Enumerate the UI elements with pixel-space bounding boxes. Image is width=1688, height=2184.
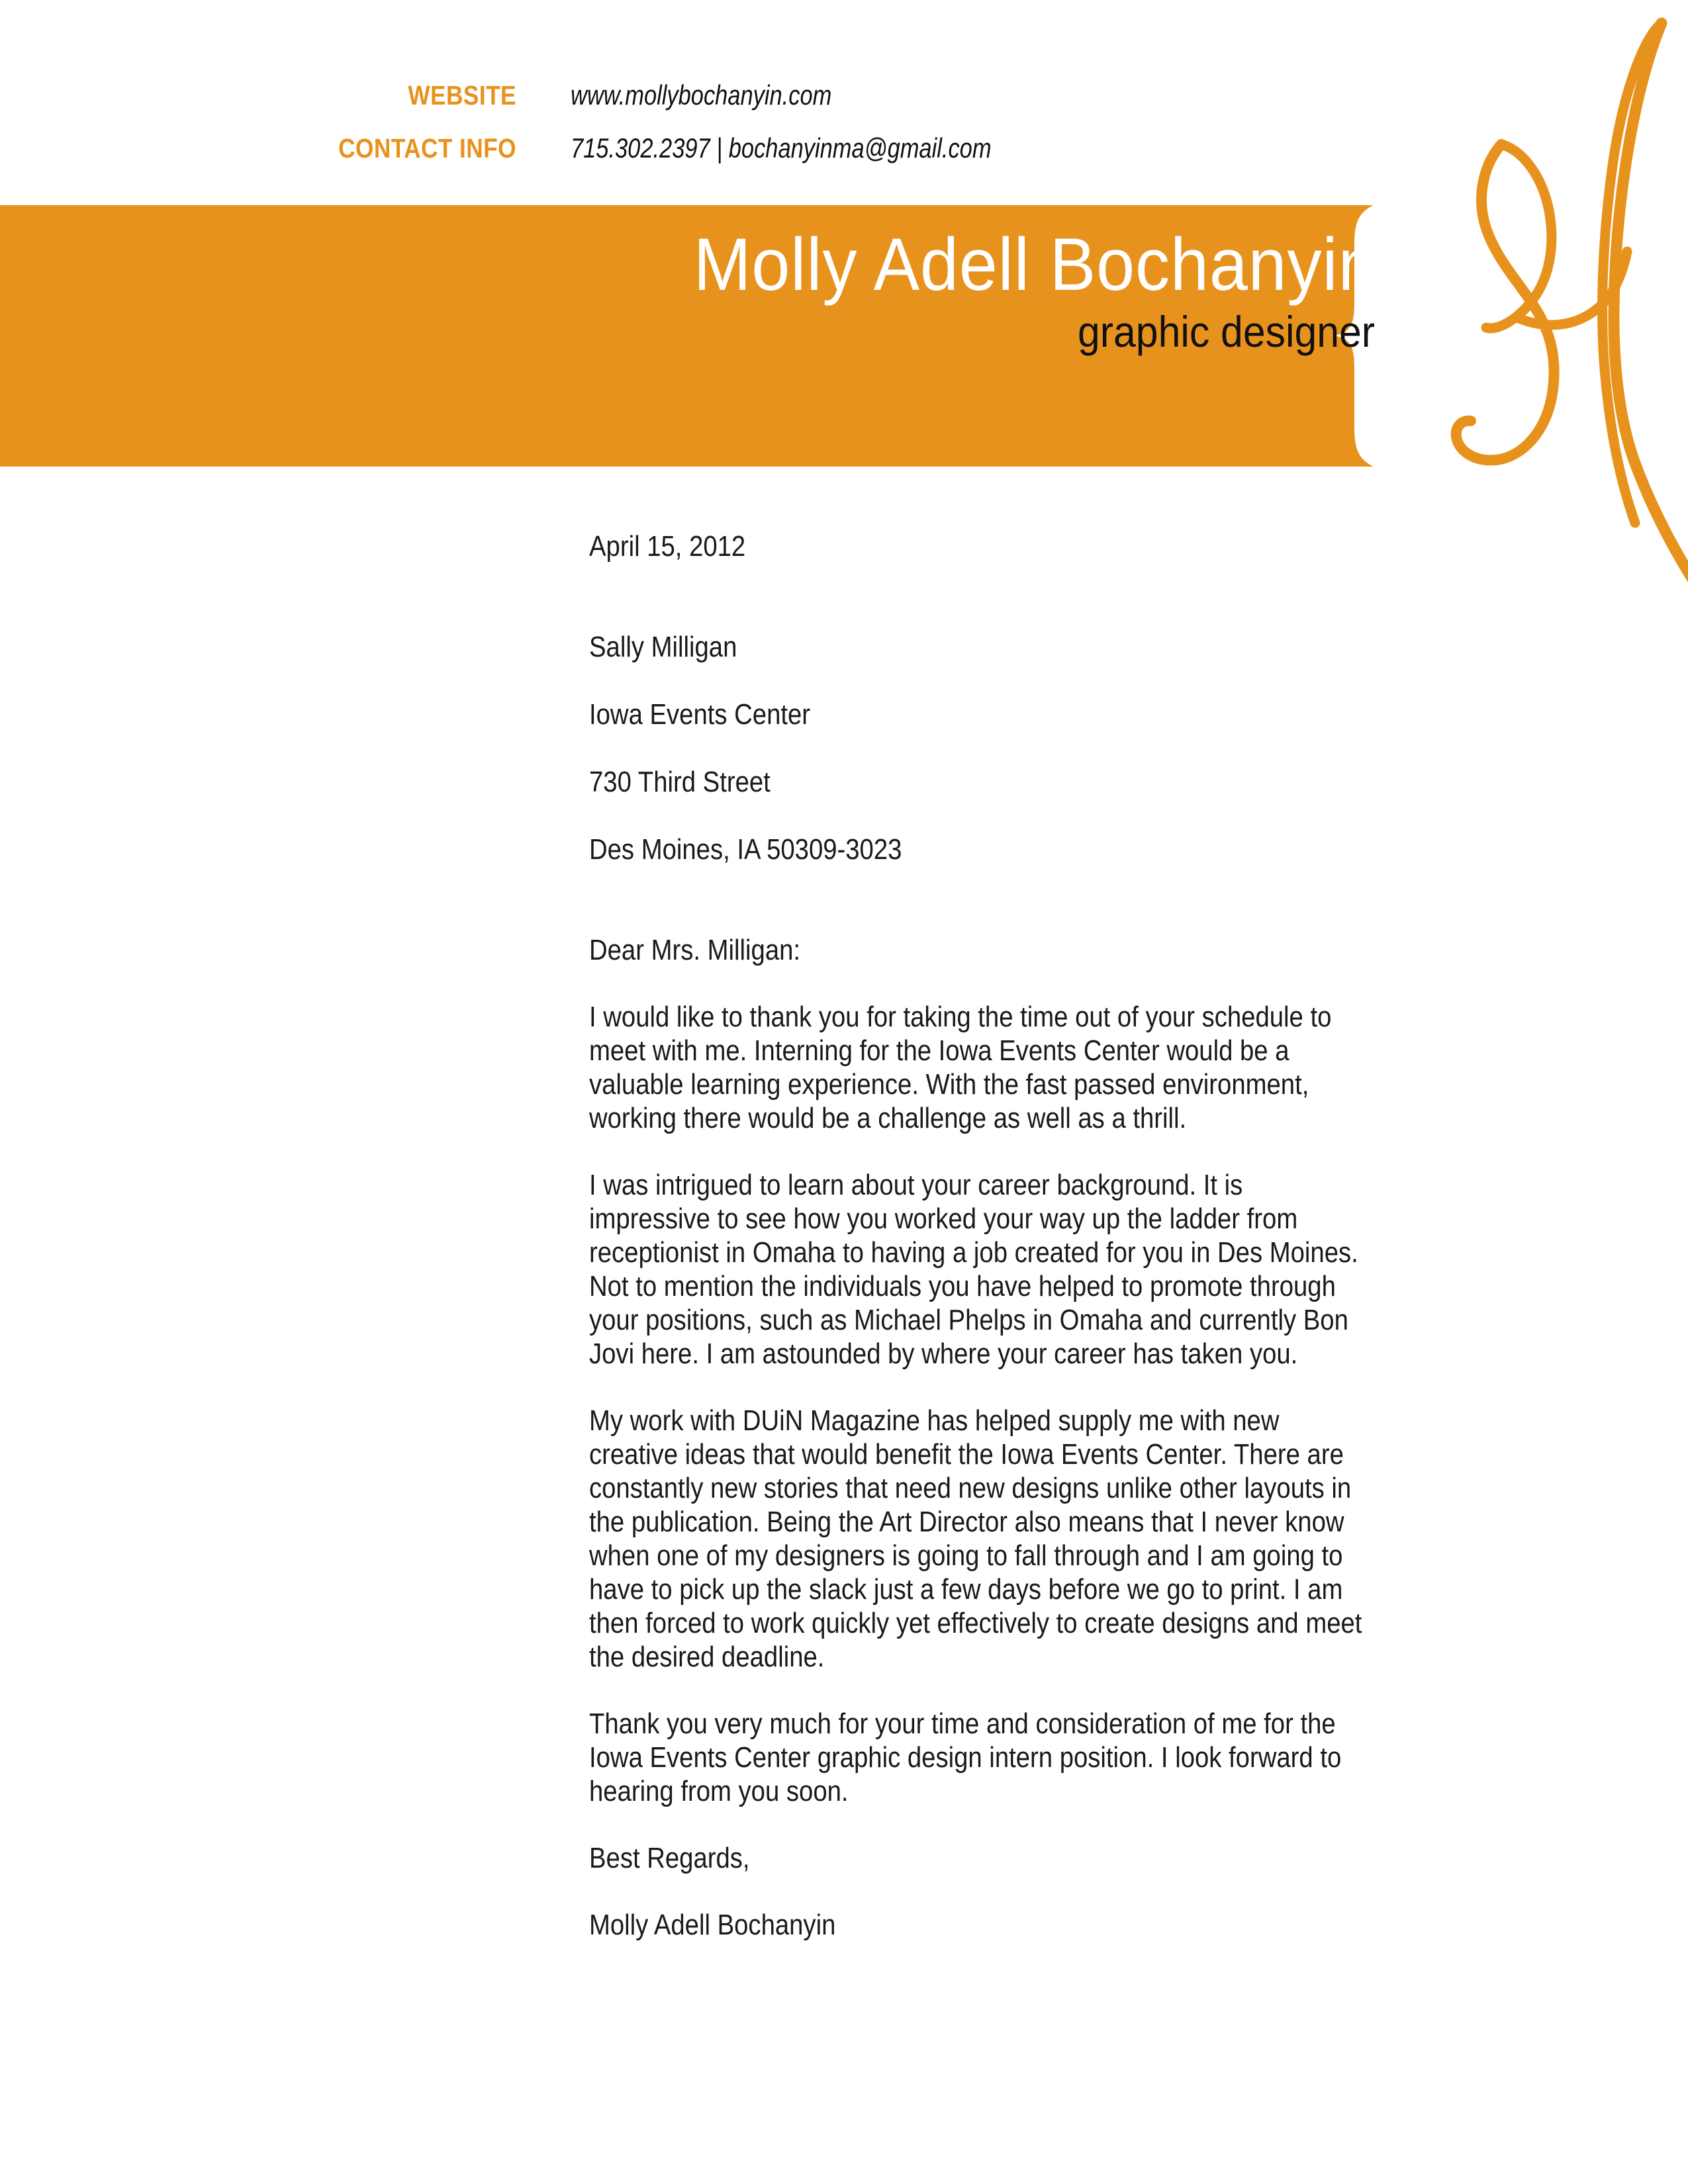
letter-date: April 15, 2012 bbox=[589, 530, 746, 563]
name-banner bbox=[0, 205, 1430, 467]
recipient-city-state-zip: Des Moines, IA 50309-3023 bbox=[589, 833, 902, 866]
page-subtitle: graphic designer bbox=[1078, 307, 1375, 356]
letter-paragraph-1: I would like to thank you for taking the time out of your schedule to meet with me. Interning for the Iowa Events Center would be a valuable learning experience. With the fast passed environment, working there would be a challenge as well as a thrill. bbox=[589, 1001, 1332, 1134]
page-title: Molly Adell Bochanyin bbox=[693, 223, 1377, 306]
letter-closing: Best Regards, bbox=[589, 1842, 750, 1874]
recipient-name: Sally Milligan bbox=[589, 631, 737, 663]
recipient-street: 730 Third Street bbox=[589, 766, 771, 798]
letter-paragraph-4: Thank you very much for your time and consideration of me for the Iowa Events Center graphic design intern position. I look forward to hearing from you soon. bbox=[589, 1707, 1342, 1807]
recipient-organization: Iowa Events Center bbox=[589, 698, 811, 731]
letter-body bbox=[589, 529, 1370, 1975]
website-value: www.mollybochanyin.com bbox=[571, 79, 832, 111]
contact-row-contact-info bbox=[0, 132, 1125, 164]
contact-info-value: 715.302.2397 | bochanyinma@gmail.com bbox=[571, 132, 992, 163]
contact-header bbox=[0, 79, 1125, 185]
letter-paragraph-3: My work with DUiN Magazine has helped supply me with new creative ideas that would benefit the Iowa Events Center. There are constantly new stories that need new designs unlike other layouts in the publication. Being the Art Director also means that I never know when one of my designers is going to fall through and I am going to have to pick up the slack just a few days before we go to print. I am then forced to work quickly yet effectively to create designs and meet the desired deadline. bbox=[589, 1404, 1362, 1673]
recipient-address-block bbox=[589, 596, 1371, 900]
letter-signature: Molly Adell Bochanyin bbox=[589, 1909, 836, 1941]
contact-info-label: CONTACT INFO bbox=[338, 133, 516, 163]
banner-text-group bbox=[0, 205, 1380, 467]
letter-paragraph-2: I was intrigued to learn about your career background. It is impressive to see how you worked your way up the ladder from receptionist in Omaha to having a job created for you in Des Moines. Not to mention the individuals you have helped to promote through your positions, such as Michael Phelps in Omaha and currently Bon Jovi here. I am astounded by where your career has taken you. bbox=[589, 1169, 1358, 1370]
website-label: WEBSITE bbox=[408, 80, 516, 111]
contact-row-website bbox=[0, 79, 1125, 111]
letter-salutation: Dear Mrs. Milligan: bbox=[589, 934, 801, 966]
